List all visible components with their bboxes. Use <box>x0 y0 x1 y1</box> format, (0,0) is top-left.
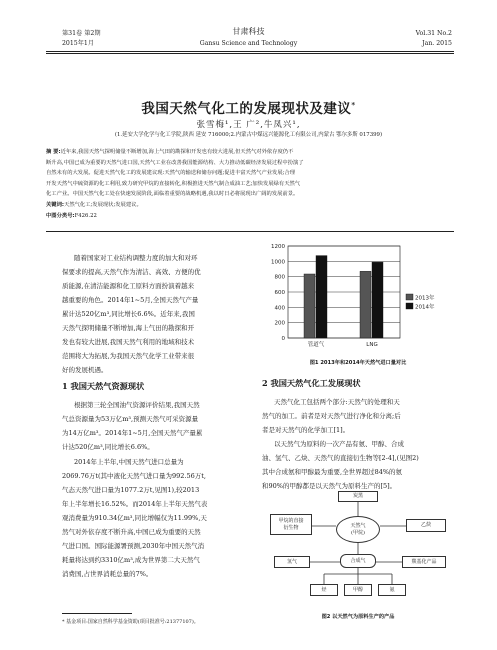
section-2-heading: 2 我国天然气化工发展现状 <box>262 378 361 388</box>
section-1-paragraph-1: 根据第三轮全国油气资源评价结果,我国天然 气总资源量为53万亿m³,预测天然气可采资源量 为14万亿m³。2014年1~5月,全国天然气产量累 计达520亿m³,同比增长6.6%。 <box>62 401 203 451</box>
abstract-line: 断升高,中国已成为重要的天然气进口国,天然气工业在改善我国能源结构、大力推动低碳经济发展过程中扮演了 <box>46 159 304 166</box>
section-2-paragraph-2: 以天然气为原料的一次产品有氨、甲醇、合成 油、氢气、乙炔、天然气的直接衍生物等[2-4],(见图2) 其中合成氨和甲醇最为重要,全世界超过84%的氨 和90%的甲醇都是以天然气为原料生产的[5]。 <box>262 440 419 490</box>
figure-1-caption: 图1 2013年和2014年天然气进口量对比 <box>309 360 407 366</box>
article-title: 我国天然气化工的发展现状及建议* <box>141 100 356 117</box>
section-1-heading: 1 我国天然气资源现状 <box>62 381 145 391</box>
node-carbon-black: 炭黑 <box>338 491 378 502</box>
node-hydrocarbon: 烃 <box>310 584 338 596</box>
abstract-label: 摘 要: <box>46 149 61 155</box>
node-ammonia: 氨 <box>378 584 406 596</box>
node-methanol: 甲醇 <box>344 584 372 596</box>
abstract-line: 开发天然气中硫资源的化工利用,致力研究甲烷的直接转化,积极推进天然气制合成油工艺;加快发展绿有天然气 <box>46 180 301 187</box>
node-syngas: 合成气 <box>340 554 376 568</box>
bar-2014 <box>372 262 383 338</box>
footnote: * 基金项目:国家自然科学基金资助(项目批准号:21377107)。 <box>62 619 199 625</box>
node-acetylene: 乙炔 <box>406 519 446 532</box>
y-tick-label: 0 <box>281 336 285 342</box>
y-tick-label: 600 <box>274 290 285 296</box>
bar-2013 <box>304 274 315 338</box>
figure-2-caption: 图2 以天然气为原料生产的产品 <box>321 614 395 620</box>
journal-name-en: Gansu Science and Technology <box>199 40 298 47</box>
section-2-paragraph-1: 天然气化工包括两个部分:天然气的处理和天 然气的加工。前者是对天然气进行净化和分离;后 者是对天然气的化学加工[1]。 <box>262 398 401 434</box>
journal-name-cn: 甘肃科技 <box>232 27 265 36</box>
abstract-line: 摘 要:近年来,我国天然气探明储量不断增加,海上气田的勘探和开发也有较大进展,但天然气对外依存度仍不 <box>46 149 294 155</box>
footnote-rule <box>62 613 132 614</box>
bar-2013 <box>360 271 371 338</box>
node-methane-derivatives: 甲烷的直接 衍生物 <box>270 514 312 535</box>
y-tick-label: 200 <box>274 320 285 327</box>
bar-2014 <box>316 256 327 338</box>
header-rule <box>46 51 454 52</box>
keywords-line: 关键词:天然气化工;发展现状;发展建议。 <box>46 201 142 208</box>
y-tick-label: 400 <box>274 305 285 312</box>
x-category-label: LNG <box>366 342 378 348</box>
abstract-rule <box>46 231 454 232</box>
node-oxo-products: 羰基化产品 <box>402 556 446 568</box>
date-en: Jan. 2015 <box>422 40 452 47</box>
volume-issue-en: Vol.31 No.2 <box>415 30 452 37</box>
header-rule-thin <box>46 53 454 54</box>
node-natural-gas: 天然气 (甲烷) <box>336 516 380 543</box>
node-hydrogen: 氢气 <box>274 556 310 568</box>
affiliation: (1.延安大学化学与化工学院,陕西 延安 716000;2.内蒙古中煤远兴能源化工有限公司,内蒙古 鄂尔多斯 017399) <box>114 132 383 138</box>
intro-paragraph: 随着国家对工业结构调整力度的加大和对环 保要求的提高,天然气作为清洁、高效、方便的优 质能源,在清洁能源和化工原料方面扮演着越来 越重要的角色。2014年1~5月,全国天然气产量 累计达520亿m³,同比增长6.6%。近年来,我国 天然气探明储量不断增加,海上气田的勘探和开 发也有较大进展,我国天然气利用的地域和技术 范围将大为拓展,为我国天然气化学工业带来很 好的发展机遇。 <box>62 254 201 374</box>
abstract-line: 化工产业。中国天然气化工处在快速发展阶段,面临着重要的战略机遇,我以时日必将展现出广阔的发展前景。 <box>46 191 299 198</box>
legend-swatch <box>406 303 413 309</box>
date-cn: 2015年1月 <box>62 40 95 47</box>
x-category-label: 管道气 <box>307 342 325 348</box>
y-tick-label: 1000 <box>271 259 285 266</box>
y-tick-label: 1200 <box>271 244 285 250</box>
authors: 张雪梅¹,王 广²,牛凤兴¹, <box>196 120 301 130</box>
clc-line: 中图分类号:F426.22 <box>46 212 97 219</box>
legend-label: 2013年 <box>415 295 435 302</box>
figure-1-chart <box>262 240 454 358</box>
volume-issue-cn: 第31卷 第2期 <box>62 30 101 37</box>
legend-label: 2014年 <box>415 304 435 311</box>
legend-swatch <box>406 294 413 300</box>
abstract-line: 自然未有的大发展。促进天然气化工的发展建议现:天然气的输送和储存问题;促进丰富天然气产业发展;合理 <box>46 170 296 177</box>
y-tick-label: 800 <box>274 274 285 281</box>
abstract <box>46 147 451 221</box>
section-1-paragraph-2: 2014年上半年,中国天然气进口总量为 2069.76万t(其中液化天然气进口量为992.56万t, 气态天然气进口量为1077.2万t,见图1),较2013 年上半年增长16.52%。而2014年上半年天然气表 观消费量为910.34亿m³,同比增幅仅为11.99%,天 然气对外依存度不断升高,中国已成为重要的天然 气进口国。国际能源署预测,2030年中国天然气消 耗量将达到约3310亿m³,成为世界第二大天然气 消费国,占世界消耗总量的7%。 <box>62 458 208 578</box>
